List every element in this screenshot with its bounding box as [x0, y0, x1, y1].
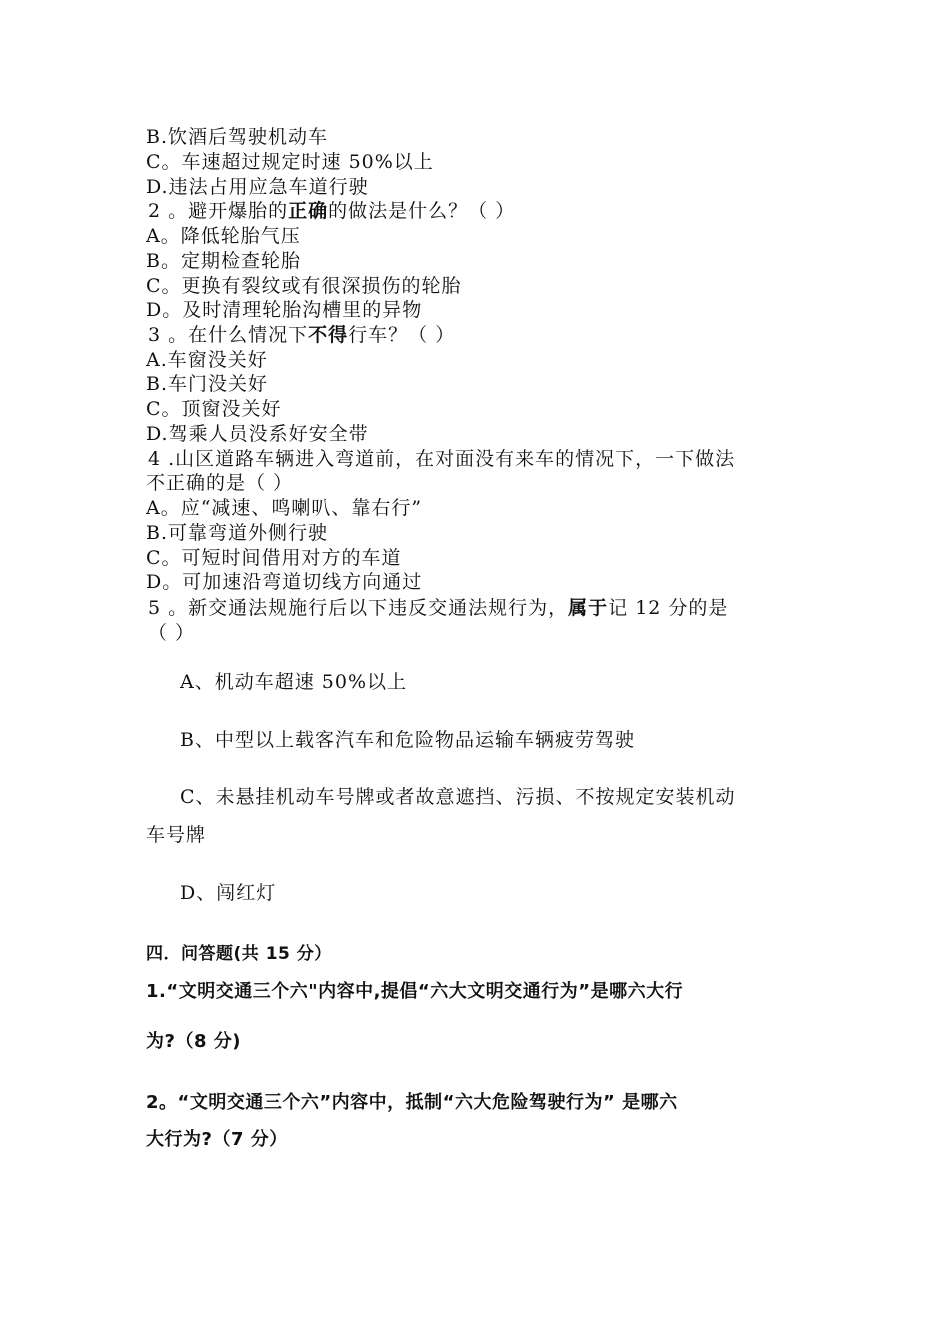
- option-line: B。定期检查轮胎: [146, 250, 301, 272]
- question-4-continued: 不正确的是（ ）: [146, 472, 294, 494]
- essay-question-2: 2。“文明交通三个六”内容中，抵制“六大危险驾驶行为” 是哪六: [146, 1092, 678, 1113]
- question-5: [148, 596, 728, 621]
- question-emphasis: 正确: [288, 200, 329, 222]
- option-line: D。及时清理轮胎沟槽里的异物: [146, 299, 423, 321]
- section-title: 四．问答题(共 15 分）: [146, 944, 332, 964]
- option-line: C、未悬挂机动车号牌或者故意遮挡、污损、不按规定安装机动: [180, 786, 736, 808]
- option-line: D.驾乘人员没系好安全带: [146, 423, 369, 445]
- option-line: A.车窗没关好: [146, 349, 268, 371]
- option-line: B.饮酒后驾驶机动车: [146, 126, 329, 148]
- question-3: [148, 323, 455, 348]
- option-line: A。应“减速、鸣喇叭、靠右行”: [146, 497, 423, 519]
- question-text: 3 。在什么情况下: [148, 324, 309, 346]
- essay-question-1: 1.“文明交通三个六"内容中,提倡“六大文明交通行为”是哪六大行: [146, 981, 684, 1002]
- question-text: 2 。避开爆胎的: [148, 200, 289, 222]
- option-line: C。顶窗没关好: [146, 398, 282, 420]
- option-line: C。可短时间借用对方的车道: [146, 547, 402, 569]
- option-line: D、闯红灯: [180, 882, 277, 904]
- question-text: 行车？（ ）: [348, 324, 456, 346]
- question-text: 的做法是什么？（ ）: [328, 200, 516, 222]
- essay-question-1-continued: 为?（8 分): [146, 1031, 241, 1052]
- option-line: A、机动车超速 50%以上: [180, 671, 407, 693]
- question-2: [148, 199, 515, 224]
- option-line-continued: 车号牌: [146, 824, 207, 846]
- essay-question-2-continued: 大行为?（7 分）: [146, 1129, 288, 1150]
- option-line: B、中型以上载客汽车和危险物品运输车辆疲劳驾驶: [180, 729, 635, 751]
- question-5-paren: （ ）: [148, 622, 196, 644]
- option-line: D。可加速沿弯道切线方向通过: [146, 571, 423, 593]
- question-emphasis: 不得: [308, 324, 349, 346]
- question-text: 记 12 分的是: [608, 597, 729, 619]
- option-line: B.可靠弯道外侧行驶: [146, 522, 329, 544]
- question-text: 5 。新交通法规施行后以下违反交通法规行为，: [148, 597, 569, 619]
- option-line: B.车门没关好: [146, 373, 269, 395]
- option-line: C。更换有裂纹或有很深损伤的轮胎: [146, 275, 462, 297]
- option-line: C。车速超过规定时速 50%以上: [146, 151, 434, 173]
- option-line: A。降低轮胎气压: [146, 225, 301, 247]
- option-line: D.违法占用应急车道行驶: [146, 176, 369, 198]
- question-emphasis: 属于: [568, 597, 609, 619]
- question-4: 4 .山区道路车辆进入弯道前，在对面没有来车的情况下，一下做法: [148, 448, 736, 470]
